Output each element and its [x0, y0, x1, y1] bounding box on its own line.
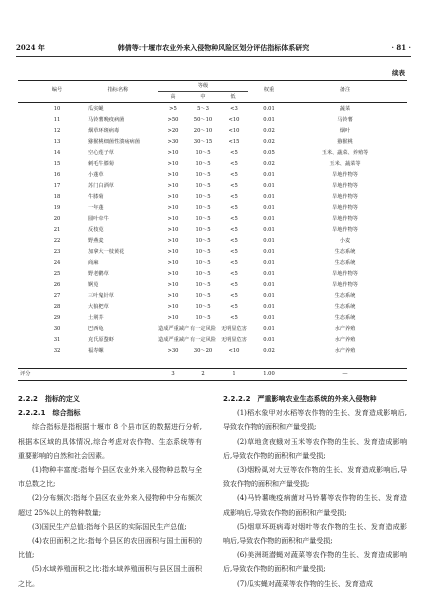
table-row — [18, 126, 407, 137]
table-cell-name: 土荆芥 — [88, 315, 104, 321]
table-cell-name: 野燕麦 — [88, 238, 104, 244]
table-cell-low: <10 — [228, 128, 240, 134]
table-cell-note: 猕猴桃 — [337, 139, 353, 145]
table-head-rule — [18, 102, 407, 103]
table-row — [18, 269, 407, 280]
table-cell-no: 23 — [53, 249, 61, 255]
table-cell-no: 28 — [53, 304, 61, 310]
score-row — [18, 369, 407, 380]
table-cell-no: 12 — [53, 128, 61, 134]
table-cell-no: 24 — [53, 260, 61, 266]
table-cell-name: 空心莲子草 — [88, 150, 114, 156]
table-cell-no: 17 — [53, 183, 61, 189]
table-cell-note: 生态系统 — [334, 249, 356, 255]
body-paragraph: (1)稻水象甲对水稻等农作物的生长、发育造成影响后,导致农作物的面积和产量受损; — [223, 409, 407, 432]
col-header-high: 高 — [170, 94, 176, 100]
table-cell-no: 27 — [53, 293, 61, 299]
table-cell-weight: 0.01 — [263, 172, 275, 178]
table-cell-high: >10 — [167, 194, 179, 200]
table-cell-name: 牛膝菊 — [88, 194, 104, 200]
table-cell-high: >20 — [167, 128, 179, 134]
table-cell-weight: 0.01 — [263, 260, 275, 266]
table-row — [18, 258, 407, 269]
table-cell-name: 福寿螺 — [88, 348, 104, 354]
table-row — [18, 181, 407, 192]
table-row — [18, 313, 407, 324]
table-cell-high: >10 — [167, 216, 179, 222]
table-cell-no: 22 — [53, 238, 61, 244]
table-cell-no: 29 — [53, 315, 61, 321]
table-cell-no: 25 — [53, 271, 61, 277]
table-cell-low: <5 — [230, 282, 238, 288]
body-paragraph: (5)水域养殖面积之比:指水域养殖面积与县区国土面积之比。 — [18, 565, 202, 588]
table-cell-note: 旱地作物等 — [332, 205, 358, 211]
table-cell-high: >10 — [167, 271, 179, 277]
table-cell-name: 克氏原螯虾 — [88, 337, 114, 343]
table-row — [18, 203, 407, 214]
score-label: 评分 — [20, 371, 31, 377]
table-cell-mid: 10～5 — [195, 183, 211, 189]
table-cell-low: <5 — [230, 205, 238, 211]
table-cell-name: 巴西龟 — [88, 326, 104, 332]
table-cell-note: 玉米、蔬菜、养殖等 — [321, 150, 369, 156]
score-weight: 1.00 — [263, 371, 275, 377]
table-cell-high: >10 — [167, 161, 179, 167]
table-cell-weight: 0.01 — [263, 238, 275, 244]
table-cell-weight: 0.01 — [263, 326, 275, 332]
table-cell-low: <5 — [230, 315, 238, 321]
body-paragraph: (7)瓜实蝇对蔬菜等农作物的生长、发育造成 — [237, 579, 373, 588]
table-cell-weight: 0.01 — [263, 216, 275, 222]
table-body — [18, 104, 407, 357]
table-cell-weight: 0.01 — [263, 282, 275, 288]
table-cell-high: >5 — [169, 106, 177, 112]
table-cell-note: 生态系统 — [334, 315, 356, 321]
table-cell-name: 小蓬草 — [88, 172, 104, 178]
table-cell-name: 猕猴桃细菌性溃疡病菌 — [88, 139, 140, 145]
score-low: 1 — [232, 371, 236, 377]
body-paragraph: (5)烟草环斑病毒对烟叶等农作物的生长、发育造成影响后,导致农作物的面积和产量受损; — [223, 522, 407, 546]
table-row — [18, 170, 407, 181]
table-cell-name: 加拿大一枝黄花 — [88, 249, 125, 255]
table-cell-mid: 10～5 — [195, 260, 211, 266]
table-cell-note: 水产养殖 — [334, 337, 356, 343]
table-cell-high: >10 — [167, 205, 179, 211]
table-row — [18, 291, 407, 302]
table-cell-weight: 0.01 — [263, 249, 275, 255]
table-cell-weight: 0.01 — [263, 271, 275, 277]
table-cell-weight: 0.01 — [263, 304, 275, 310]
page-number: · 81 · — [391, 43, 411, 52]
table-cell-mid: 有一定风险 — [190, 337, 216, 343]
table-cell-low: <5 — [230, 271, 238, 277]
table-cell-mid: 10～5 — [195, 293, 211, 299]
table-cell-mid: 10～5 — [195, 172, 211, 178]
table-cell-weight: 0.01 — [263, 293, 275, 299]
table-cell-high: >10 — [167, 172, 179, 178]
table-cell-weight: 0.01 — [263, 227, 275, 233]
table-cell-mid: 10～5 — [195, 249, 211, 255]
table-cell-low: <5 — [230, 227, 238, 233]
table-cell-weight: 0.02 — [263, 348, 275, 354]
table-cell-mid: 5～3 — [197, 106, 209, 112]
table-row — [18, 159, 407, 170]
table-cell-note: 马铃薯 — [337, 117, 353, 123]
table-cell-weight: 0.05 — [263, 150, 275, 156]
table-cell-low: <5 — [230, 183, 238, 189]
table-cell-mid: 10～5 — [195, 227, 211, 233]
table-cell-high: >10 — [167, 260, 179, 266]
table-cell-no: 20 — [53, 216, 61, 222]
table-cell-mid: 10～5 — [195, 238, 211, 244]
body-column-right — [223, 392, 407, 591]
table-cell-name: 婀苋 — [88, 282, 99, 288]
table-cell-name: 大狼杷草 — [88, 304, 109, 310]
table-cell-name: 商麻 — [88, 260, 99, 266]
table-cell-no: 14 — [53, 150, 61, 156]
header-title: 韩倩等:十堰市农业外来入侵物种风险区划分评估指标体系研究 — [117, 43, 310, 52]
table-cell-mid: 10～5 — [195, 150, 211, 156]
table-cell-high: >10 — [167, 150, 179, 156]
score-mid: 2 — [201, 371, 205, 377]
table-cell-low: 无明显危害 — [221, 337, 247, 343]
table-cell-weight: 0.02 — [263, 128, 275, 134]
body-paragraph: (4)农田面积之比:指每个县区的农田面积与国土面积的比值; — [18, 537, 202, 560]
body-paragraph: (6)美洲斑潜蝇对蔬菜等农作物的生长、发育造成影响后,导致农作物的面积和产量受损; — [223, 551, 407, 574]
table-row — [18, 247, 407, 258]
table-cell-low: <5 — [230, 161, 238, 167]
table-cell-high: >10 — [167, 282, 179, 288]
table-cell-mid: 有一定风险 — [190, 326, 216, 332]
table-cell-note: 旱地作物等 — [332, 172, 358, 178]
section-heading: 2.2.2.2 严重影响农业生态系统的外来入侵物种 — [223, 395, 377, 403]
table-cell-note: 烟叶 — [339, 128, 351, 134]
table-cell-high: >10 — [167, 238, 179, 244]
table-cell-weight: 0.01 — [263, 337, 275, 343]
score-high: 3 — [171, 371, 175, 377]
table-continued-label: 续表 — [392, 69, 405, 77]
table-row — [18, 115, 407, 126]
body-paragraph: 综合指标是指根据十堰市 8 个县市区的数据进行分析,根据本区域的具体情况,综合考虑对农作物、生态系统等有重要影响的自然和社会因素。 — [18, 423, 202, 460]
table-row — [18, 214, 407, 225]
running-header — [16, 42, 411, 54]
table-row — [18, 192, 407, 203]
table-cell-note: 旱地作物等 — [332, 227, 358, 233]
table-cell-name: 刺毛牛膝菊 — [88, 161, 114, 167]
table-row — [18, 324, 407, 335]
body-paragraph: (3)国民生产总值:指每个县区的实际国民生产总值; — [32, 522, 187, 531]
table-cell-high: >10 — [167, 315, 179, 321]
table-cell-name: 三叶鬼针草 — [88, 293, 114, 299]
table-row — [18, 104, 407, 115]
table-cell-low: 无明显危害 — [221, 326, 247, 332]
table-cell-note: 生态系统 — [334, 304, 356, 310]
header-year: 2024 年 — [16, 43, 45, 52]
table-cell-note: 旱地作物等 — [332, 271, 358, 277]
table-cell-weight: 0.01 — [263, 315, 275, 321]
table-cell-low: <5 — [230, 304, 238, 310]
table-row — [18, 148, 407, 159]
table-cell-mid: 10～5 — [195, 304, 211, 310]
table-cell-low: <5 — [230, 172, 238, 178]
table-cell-low: <15 — [228, 139, 240, 145]
grade-subrule — [158, 91, 248, 92]
table-cell-note: 水产养殖 — [334, 348, 356, 354]
table-cell-note: 玉米、蔬菜等 — [329, 161, 361, 167]
table-cell-no: 15 — [53, 161, 61, 167]
table-cell-weight: 0.01 — [263, 106, 275, 112]
header-rule — [16, 56, 411, 57]
table-row — [18, 335, 407, 346]
table-cell-mid: 10～5 — [195, 161, 211, 167]
table-cell-name: 圆叶牵牛 — [88, 216, 109, 222]
col-header-low: 低 — [230, 94, 236, 100]
table-cell-high: >10 — [167, 293, 179, 299]
section-heading: 2.2.2 指标的定义 — [18, 395, 80, 403]
table-cell-name: 一年蓬 — [88, 205, 104, 211]
table-cell-no: 26 — [53, 282, 61, 288]
table-cell-low: <3 — [230, 106, 238, 112]
table-row — [18, 137, 407, 148]
table-cell-mid: 50～10 — [193, 117, 213, 123]
table-cell-high: >10 — [167, 183, 179, 189]
table-row — [18, 302, 407, 313]
table-bottom-rule — [18, 380, 407, 381]
table-cell-mid: 30～20 — [193, 348, 213, 354]
table-cell-high: >10 — [167, 227, 179, 233]
table-row — [18, 225, 407, 236]
col-header-name: 指标名称 — [107, 87, 129, 93]
table-cell-no: 18 — [53, 194, 61, 200]
table-cell-name: 烟草环斑病毒 — [88, 128, 120, 134]
table-cell-no: 31 — [53, 337, 61, 343]
table-top-rule — [18, 80, 407, 81]
section-heading: 2.2.2.1 综合指标 — [18, 409, 81, 418]
col-header-no: 编号 — [51, 87, 63, 93]
table-cell-weight: 0.01 — [263, 194, 275, 200]
body-paragraph: (2)分布频次:指每个县区农业外来入侵物种中分布频次超过 25%以上的物种数量; — [18, 494, 202, 517]
body-column-left — [18, 392, 202, 591]
table-cell-high: >50 — [167, 117, 179, 123]
body-paragraph: (1)物种丰富度:指每个县区农业外来入侵物种总数与全市总数之比; — [18, 466, 202, 489]
table-cell-no: 13 — [53, 139, 61, 145]
table-cell-high: >10 — [167, 304, 179, 310]
table-row — [18, 280, 407, 291]
table-cell-mid: 10～5 — [195, 194, 211, 200]
table-cell-no: 30 — [53, 326, 61, 332]
table-cell-low: <5 — [230, 150, 238, 156]
col-header-weight: 权重 — [263, 87, 275, 93]
table-cell-mid: 10～5 — [195, 282, 211, 288]
table-cell-weight: 0.02 — [263, 161, 275, 167]
col-header-grade: 等级 — [197, 83, 209, 89]
score-note: — — [342, 371, 348, 377]
table-cell-no: 16 — [53, 172, 61, 178]
table-cell-high: >30 — [167, 348, 179, 354]
table-cell-low: <10 — [228, 117, 240, 123]
table-cell-name: 马铃薯晚疫病菌 — [88, 117, 125, 123]
table-cell-note: 旱地作物等 — [332, 183, 358, 189]
table-cell-mid: 30～15 — [193, 139, 213, 145]
table-cell-no: 11 — [53, 117, 61, 123]
table-cell-note: 旱地作物等 — [332, 194, 358, 200]
table-cell-note: 水产养殖 — [334, 326, 356, 332]
table-cell-high: >10 — [167, 249, 179, 255]
table-cell-weight: 0.01 — [263, 183, 275, 189]
table-cell-mid: 10～5 — [195, 315, 211, 321]
table-cell-low: <5 — [230, 249, 238, 255]
table-cell-low: <5 — [230, 293, 238, 299]
table-cell-mid: 20～10 — [193, 128, 213, 134]
table-cell-note: 旱地作物等 — [332, 216, 358, 222]
table-cell-note: 生态系统 — [334, 293, 356, 299]
table-cell-weight: 0.02 — [263, 139, 275, 145]
body-paragraph: (4)马铃薯晚疫病菌对马铃薯等农作物的生长、发育造成影响后,导致农作物的面积和产量受损; — [223, 494, 407, 517]
table-cell-no: 21 — [53, 227, 61, 233]
body-paragraph: (2)草地贪夜蛾对玉米等农作物的生长、发育造成影响后,导致农作物的面积和产量受损; — [223, 437, 407, 460]
table-cell-name: 反枝苋 — [88, 227, 104, 233]
table-cell-name: 苏门白酒草 — [88, 183, 114, 189]
table-cell-low: <5 — [230, 216, 238, 222]
table-cell-note: 蔬菜 — [339, 106, 351, 112]
table-cell-note: 生态系统 — [334, 260, 356, 266]
table-cell-weight: 0.01 — [263, 205, 275, 211]
col-header-note: 备注 — [339, 87, 351, 93]
table-cell-high: 造成严重减产 — [158, 326, 190, 332]
table-cell-note: 旱地作物等 — [332, 282, 358, 288]
table-cell-high: 造成严重减产 — [158, 337, 190, 343]
table-cell-weight: 0.01 — [263, 117, 275, 123]
table-cell-mid: 10～5 — [195, 205, 211, 211]
table-row — [18, 346, 407, 357]
table-cell-mid: 10～5 — [195, 216, 211, 222]
table-cell-low: <10 — [228, 348, 240, 354]
table-cell-no: 19 — [53, 205, 61, 211]
table-row — [18, 236, 407, 247]
table-cell-low: <5 — [230, 260, 238, 266]
table-cell-name: 瓜实蝇 — [88, 106, 104, 112]
table-cell-name: 野老鹳草 — [88, 271, 109, 277]
table-cell-note: 小麦 — [339, 238, 351, 244]
body-paragraph: (3)烟粉虱对大豆等农作物的生长、发育造成影响后,导致农作物的面积和产量受损; — [223, 466, 407, 489]
table-cell-low: <5 — [230, 194, 238, 200]
col-header-mid: 中 — [200, 94, 206, 100]
table-cell-mid: 10～5 — [195, 271, 211, 277]
table-cell-low: <5 — [230, 238, 238, 244]
table-cell-high: >30 — [167, 139, 179, 145]
table-cell-no: 32 — [53, 348, 61, 354]
table-cell-no: 10 — [53, 106, 61, 112]
